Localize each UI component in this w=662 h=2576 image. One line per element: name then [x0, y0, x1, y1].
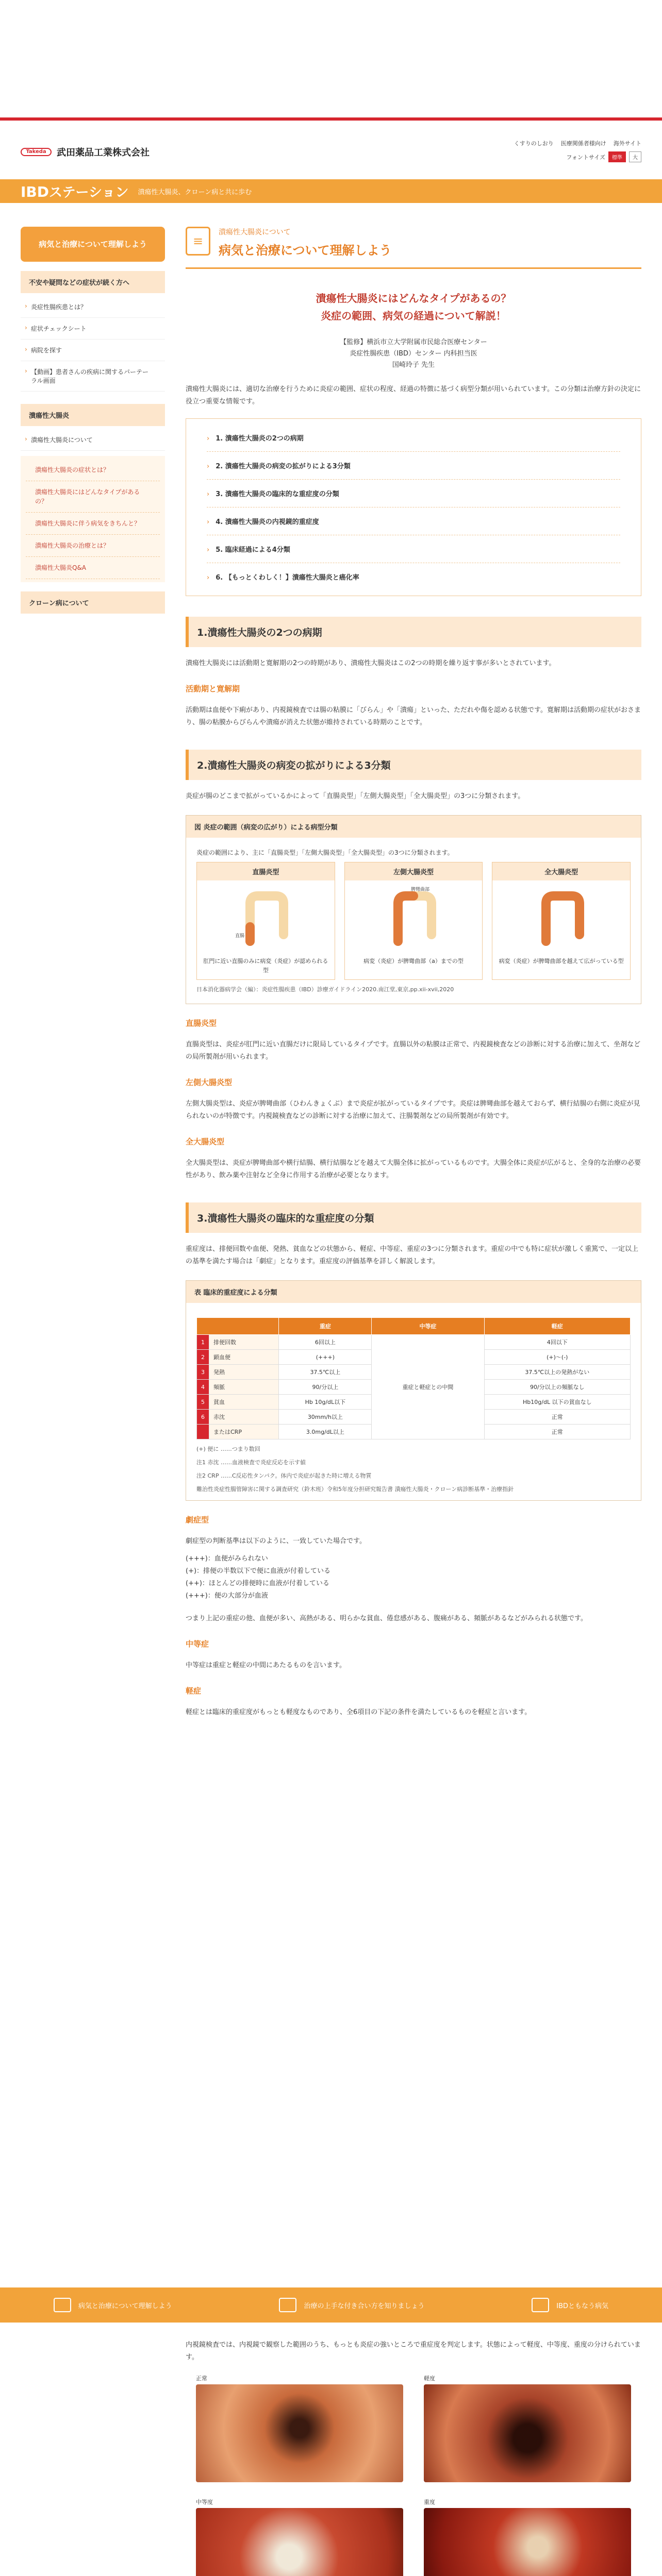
table-row: 2 顕血便 (+++) (+)～(-)	[197, 1350, 631, 1365]
sidebar-subitem[interactable]: 潰瘍性大腸炎に伴う病気をきちんと？	[26, 513, 160, 535]
ibd-station-title[interactable]: IBDステーション	[21, 183, 129, 200]
util-link-kusuri[interactable]: くすりのしおり	[514, 140, 554, 147]
photo-label: 中等度	[196, 2499, 213, 2505]
paragraph: 内視鏡検査では、内視鏡で観察した範囲のうち、もっとも炎症の強いところで重症度を判定します。状態によって軽度、中等度、重度の分けられています。	[186, 2341, 641, 2361]
chat-icon	[279, 2298, 296, 2312]
document-icon: ≡	[186, 227, 210, 256]
supervisor-line: 【監修】横浜市立大学附属市民総合医療センター	[340, 338, 487, 346]
cta-link[interactable]: IBDともなう病気	[532, 2298, 608, 2312]
subheading: 活動期と寛解期	[186, 684, 240, 693]
table-row: 5 貧血 Hb 10g/dL以下 Hb10g/dL 以下の貧血なし	[197, 1395, 631, 1410]
type-desc: 病変（炎症）が脾彎曲部（a）までの型	[363, 958, 464, 964]
list-item: (+++)：血便がみられない	[186, 1555, 268, 1563]
cta-link[interactable]: 治療の上手な付き合い方を知りましょう	[279, 2298, 424, 2312]
paragraph: 軽症とは臨床的重症度がもっとも軽度なものであり、全6項目の下記の条件を満たしているものを軽症と言います。	[186, 1708, 532, 1716]
table-note: 注1 赤沈 ……血液検査で炎症反応を示す値	[196, 1459, 306, 1466]
type-desc: 肛門に近い直腸のみに病変（炎症）が認められる型	[203, 958, 328, 974]
label-rectum: 直腸	[235, 934, 245, 939]
paragraph: 全大腸炎型は、炎症が脾彎曲部や横行結腸、横行結腸などを越えて大腸全体に拡がっているものです。大腸全体に炎症が広がると、全身的な治療の必要性があり、飲み薬や注射など全身に作用する治療が必要となります。	[186, 1159, 641, 1179]
takeda-logo[interactable]: Takeda	[21, 148, 52, 156]
list-item: (++)：ほとんどの排便時に血液が付着している	[186, 1580, 329, 1587]
top-band	[0, 0, 662, 121]
toc-item[interactable]: › 1. 潰瘍性大腸炎の2つの病期	[207, 424, 620, 452]
subheading: 中等症	[186, 1639, 209, 1649]
chevron-right-icon: ›	[207, 435, 210, 443]
supervisor	[186, 337, 641, 371]
type-desc: 病変（炎症）が脾彎曲部を越えて広がっている型	[499, 958, 624, 964]
list-item: (+++)：便の大部分が血液	[186, 1592, 268, 1600]
supervisor-line: 炎症性腸疾患（IBD）センター 内科担当医	[350, 350, 477, 358]
sidebar-item[interactable]: › 病院を探す	[21, 340, 165, 361]
table-header	[197, 1318, 279, 1335]
table-row: 1 排便回数 6回以上 重症と軽症との中間 4回以下	[197, 1335, 631, 1350]
table-row: 4 頻脈 90/分以上 90/分以上の頻脈なし	[197, 1380, 631, 1395]
sidebar-category-symptoms[interactable]: 不安や疑問などの症状が続く方へ	[21, 271, 165, 293]
util-link-medical[interactable]: 医療関係者様向け	[560, 140, 606, 147]
hero-title-line1: 潰瘍性大腸炎にはどんなタイプがあるの？	[316, 292, 511, 304]
company-name: 武田薬品工業株式会社	[57, 147, 150, 158]
paragraph: つまり上記の重症の他、血便が多い、高熱がある、明らかな貧血、倦怠感がある、腹痛がある、頻脈があるなどがみられる状態です。	[186, 1615, 587, 1622]
sidebar-item[interactable]: › 潰瘍性大腸炎について	[21, 429, 165, 451]
paragraph: 炎症が腸のどこまで拡がっているかによって「直腸炎型」「左側大腸炎型」「全大腸炎型」の3つに分類されます。	[186, 792, 525, 800]
table-row: またはCRP 3.0mg/dL以上 正常	[197, 1425, 631, 1439]
util-link-overseas[interactable]: 海外サイト	[613, 140, 641, 147]
table-note: (+) 便に ……つまり数回	[196, 1446, 260, 1452]
paragraph: 潰瘍性大腸炎には活動期と寛解期の2つの時期があり、潰瘍性大腸炎はこの2つの時期を繰り返す事が多いとされています。	[186, 659, 556, 667]
chevron-right-icon: ›	[207, 574, 210, 582]
subheading: 全大腸炎型	[186, 1137, 225, 1146]
figure-lead: 炎症の範囲により、主に「直腸炎型」「左側大腸炎型」「全大腸炎型」の3つに分類されます。	[196, 849, 454, 856]
endoscopy-photos	[186, 2374, 641, 2576]
endoscopy-image	[196, 2508, 403, 2576]
type-title: 全大腸炎型	[492, 862, 630, 880]
brand[interactable]	[21, 144, 150, 160]
subheading: 左側大腸炎型	[186, 1078, 233, 1087]
endoscopy-image	[424, 2384, 631, 2482]
hospital-icon	[532, 2298, 549, 2312]
chevron-right-icon: ›	[207, 546, 210, 554]
type-card	[344, 862, 483, 980]
chevron-right-icon: ›	[207, 463, 210, 470]
sidebar-category-uc[interactable]: 潰瘍性大腸炎	[21, 404, 165, 426]
section-heading: 1.潰瘍性大腸炎の2つの病期	[186, 617, 641, 647]
figure-reference: 日本消化器病学会（編）：炎症性腸疾患（IBD）診療ガイドライン2020.南江堂,東京,pp.xii-xvii,2020	[196, 986, 454, 993]
font-size-label: フォントサイズ	[566, 154, 605, 161]
photo-moderate	[196, 2498, 403, 2576]
subheading: 直腸炎型	[186, 1019, 217, 1028]
font-size-standard-button[interactable]: 標準	[608, 151, 626, 162]
paragraph: 劇症型の判断基準は以下のように、一致していた場合です。	[186, 1537, 366, 1545]
sidebar-item[interactable]: › 【動画】患者さんの疾病に関するパーテーラル画面	[21, 361, 165, 392]
list-item: (+)：排便の半数以下で便に血液が付着している	[186, 1567, 331, 1575]
photo-severe	[424, 2498, 631, 2576]
paragraph: 活動期は血便や下痢があり、内視鏡検査では腸の粘膜に「びらん」や「潰瘍」といった、ただれや傷を認める状態です。寛解期は活動期の症状がおさまり、腸の粘膜からびらんや潰瘍が消えた状態が維持されている時期のことです。	[186, 706, 641, 726]
endoscopy-image	[196, 2384, 403, 2482]
table-header: 中等症	[372, 1318, 484, 1335]
page-kicker: 潰瘍性大腸炎について	[219, 228, 291, 236]
page-title: 病気と治療について理解しよう	[219, 243, 392, 258]
sidebar-subitem[interactable]: 潰瘍性大腸炎の症状とは？	[26, 459, 160, 481]
photo-label: 重度	[424, 2499, 435, 2505]
paragraph: 左側大腸炎型は、炎症が脾彎曲部（ひわんきょくぶ）まで炎症が拡がっているタイプです。炎症は脾彎曲部を越えておらず、横行結腸の右側に炎症が見られないのが特徴です。内視鏡検査などの診断に対する治療に加えて、注腸製剤などの局所製剤が有効です。	[186, 1100, 640, 1120]
document-icon	[54, 2298, 71, 2312]
intro-text: 潰瘍性大腸炎には、適切な治療を行うために炎症の範囲、症状の程度、経過の特徴に基づく病型分類が用いられています。この分類は治療方針の決定に役立つ重要な情報です。	[186, 385, 641, 405]
colon-diagram-left	[345, 880, 483, 953]
criteria-list	[186, 1553, 641, 1602]
toc-item[interactable]: › 2. 潰瘍性大腸炎の病変の拡がりによる3分類	[207, 452, 620, 480]
figure-caption: 図 炎症の範囲（病変の広がり）による病型分類	[186, 816, 641, 838]
table-caption: 表 臨床的重症度による分類	[186, 1281, 641, 1303]
label-splenic: 脾彎曲部	[411, 887, 430, 892]
subheading: 軽症	[186, 1686, 202, 1696]
hero-title-line2: 炎症の範囲、病気の経過について解説！	[321, 310, 506, 322]
cta-bar	[0, 2287, 662, 2323]
toc-item[interactable]: › 5. 臨床経過による4分類	[207, 535, 620, 563]
type-title: 左側大腸炎型	[345, 862, 483, 880]
table-of-contents	[186, 418, 641, 596]
table-row: 3 発熱 37.5℃以上 37.5℃以上の発熱がない	[197, 1365, 631, 1380]
page-header	[186, 227, 641, 269]
paragraph: 直腸炎型は、炎症が肛門に近い直腸だけに限局しているタイプです。直腸以外の粘膜は正常で、内視鏡検査などの診断に対する治療に加えて、坐剤などの局所製剤が用いられます。	[186, 1041, 641, 1061]
supervisor-name: 国崎玲子 先生	[392, 361, 435, 369]
colon-diagram-total	[492, 880, 630, 953]
sidebar-item[interactable]: › 症状チェックシート	[21, 318, 165, 340]
chevron-right-icon: ›	[207, 490, 210, 498]
section-heading: 3.潰瘍性大腸炎の臨床的な重症度の分類	[186, 1202, 641, 1233]
sidebar-item[interactable]: › 炎症性腸疾患とは？	[21, 296, 165, 318]
colon-diagram-rectum	[197, 880, 335, 953]
toc-item[interactable]: › 4. 潰瘍性大腸炎の内視鏡的重症度	[207, 507, 620, 535]
severity-table	[196, 1317, 631, 1439]
sidebar-subitem-current[interactable]: 潰瘍性大腸炎にはどんなタイプがあるの？	[26, 481, 160, 513]
type-card	[492, 862, 631, 980]
photo-label: 正常	[196, 2375, 207, 2382]
toc-item[interactable]: › 3. 潰瘍性大腸炎の臨床的な重症度の分類	[207, 480, 620, 507]
table-header: 重症	[279, 1318, 372, 1335]
sidebar-category-crohn[interactable]: クローン病について	[21, 591, 165, 614]
paragraph: 中等症は重症と軽症の中間にあたるものを言います。	[186, 1662, 346, 1669]
figure-types	[186, 815, 641, 1004]
severity-table-box	[186, 1280, 641, 1501]
table-note: 注2 CRP ……C反応性タンパク。体内で炎症が起きた時に増える物質	[196, 1472, 372, 1479]
sidebar-head[interactable]: 病気と治療について理解しよう	[21, 227, 165, 262]
ibd-station-banner	[0, 179, 662, 203]
article-hero	[186, 290, 641, 371]
photo-mild	[424, 2374, 631, 2482]
sidebar	[21, 227, 165, 614]
type-title: 直腸炎型	[197, 862, 335, 880]
chevron-right-icon: ›	[207, 518, 210, 526]
table-header: 軽症	[484, 1318, 630, 1335]
main-content	[186, 227, 641, 1719]
toc-item[interactable]: › 6. 【もっとくわしく！】潰瘍性大腸炎と癌化率	[207, 574, 359, 582]
type-card	[196, 862, 335, 980]
photo-label: 軽度	[424, 2375, 435, 2382]
top-red-stripe	[0, 117, 662, 121]
section-heading: 2.潰瘍性大腸炎の病変の拡がりによる3分類	[186, 750, 641, 780]
subheading: 劇症型	[186, 1515, 209, 1524]
endoscopy-image	[424, 2508, 631, 2576]
section-endoscopy	[186, 2339, 641, 2576]
ibd-station-subtitle: 潰瘍性大腸炎、クローン病と共に歩む	[138, 188, 252, 196]
table-reference: 難治性炎症性腸管障害に関する調査研究（鈴木班）令和5年度分担研究報告書 潰瘍性大腸炎・クローン病診断基準・治療指針	[196, 1486, 514, 1493]
cta-link[interactable]: 病気と治療について理解しよう	[54, 2298, 172, 2312]
sidebar-subnav	[21, 456, 165, 582]
sidebar-subitem[interactable]: 潰瘍性大腸炎の治療とは？	[26, 535, 160, 557]
table-row: 6 赤沈 30mm/h以上 正常	[197, 1410, 631, 1425]
photo-normal	[196, 2374, 403, 2482]
font-size-large-button[interactable]: 大	[629, 151, 641, 162]
paragraph: 重症度は、排便回数や血便、発熱、貧血などの状態から、軽症、中等症、重症の3つに分類されます。重症の中でも特に症状が激しく重篤で、一定以上の基準を満たす場合は「劇症」となります。重症度の評価基準を詳しく解説します。	[186, 1245, 638, 1265]
sidebar-subitem[interactable]: 潰瘍性大腸炎Q&A	[26, 557, 160, 579]
utility-nav	[514, 139, 641, 162]
